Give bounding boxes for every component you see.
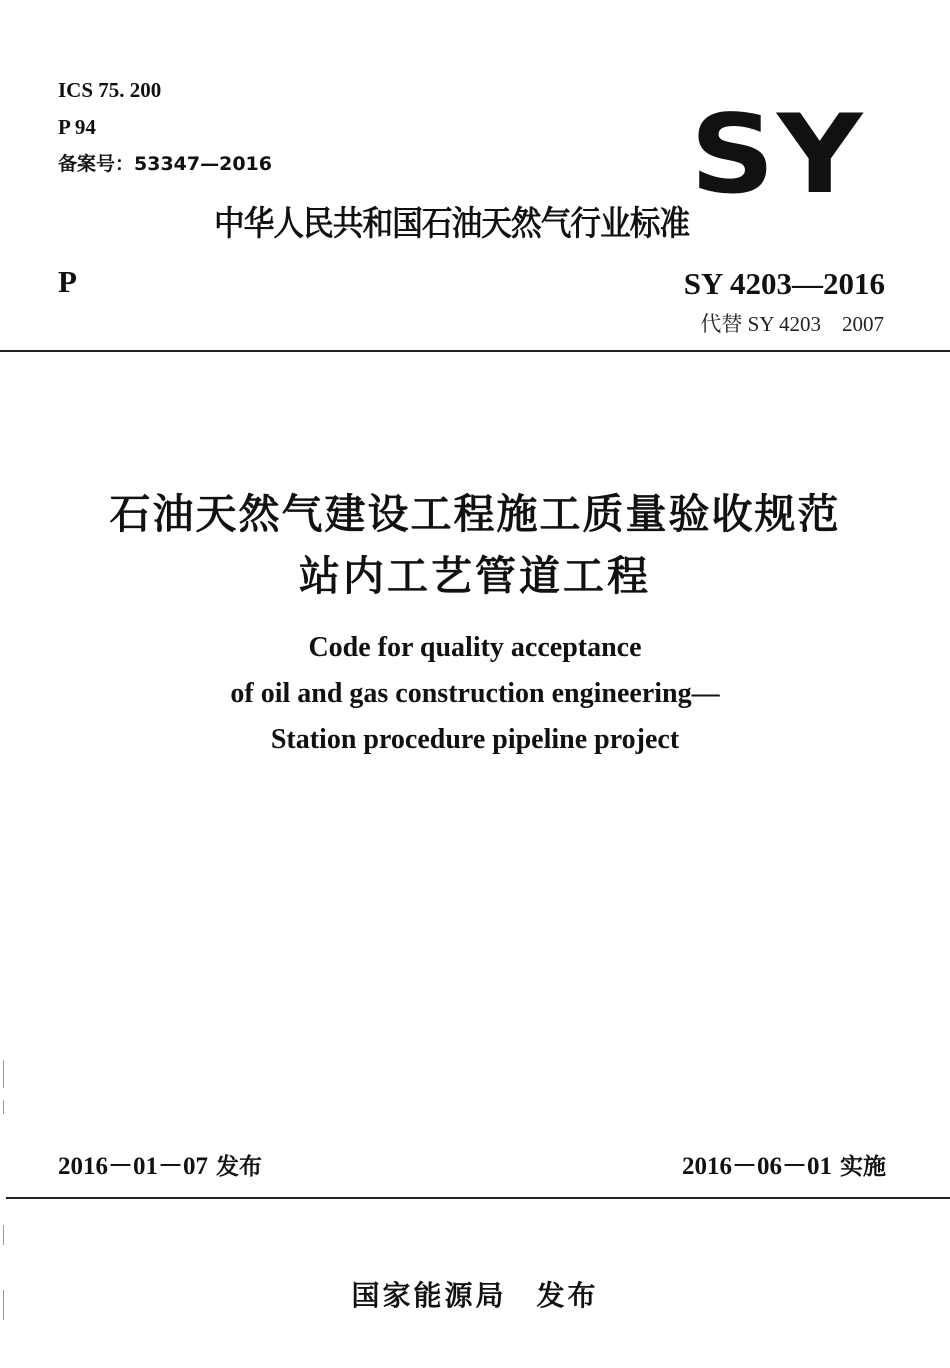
class-letter: P [58,264,77,299]
replaces-standard: 代替 SY 4203 2007 [700,312,884,336]
implement-date: 2016－06－01 [681,1153,832,1180]
standard-number: SY 4203—2016 [683,266,885,301]
industry-standard-heading: 中华人民共和国石油天然气行业标准 [214,204,690,244]
margin-mark [3,1100,4,1114]
implement-label: 实施 [840,1154,886,1180]
title-english-line-2: of oil and gas construction engineering— [230,678,720,709]
sy-logo: SY [690,90,865,218]
issue-date: 2016－01－07 [58,1153,209,1180]
issue-label: 发布 [216,1154,263,1180]
issuer-action: 发布 [536,1279,599,1312]
record-number: 备案号：53347—2016 [58,153,272,175]
title-english-line-3: Station procedure pipeline project [270,724,680,755]
top-divider [0,350,950,352]
margin-mark [3,1225,4,1245]
title-chinese-line-2: 站内工艺管道工程 [299,552,651,600]
title-english-line-1: Code for quality acceptance [308,632,642,663]
issue-date-block [58,1151,262,1183]
margin-mark [3,1060,4,1088]
title-chinese-line-1: 石油天然气建设工程施工质量验收规范 [109,490,841,538]
implement-date-block [682,1151,886,1183]
bottom-divider [6,1197,950,1199]
issuer-name: 国家能源局 [351,1279,507,1312]
issuer-line [0,1278,950,1314]
ics-code: ICS 75. 200 [58,78,162,102]
p-code: P 94 [58,115,96,139]
